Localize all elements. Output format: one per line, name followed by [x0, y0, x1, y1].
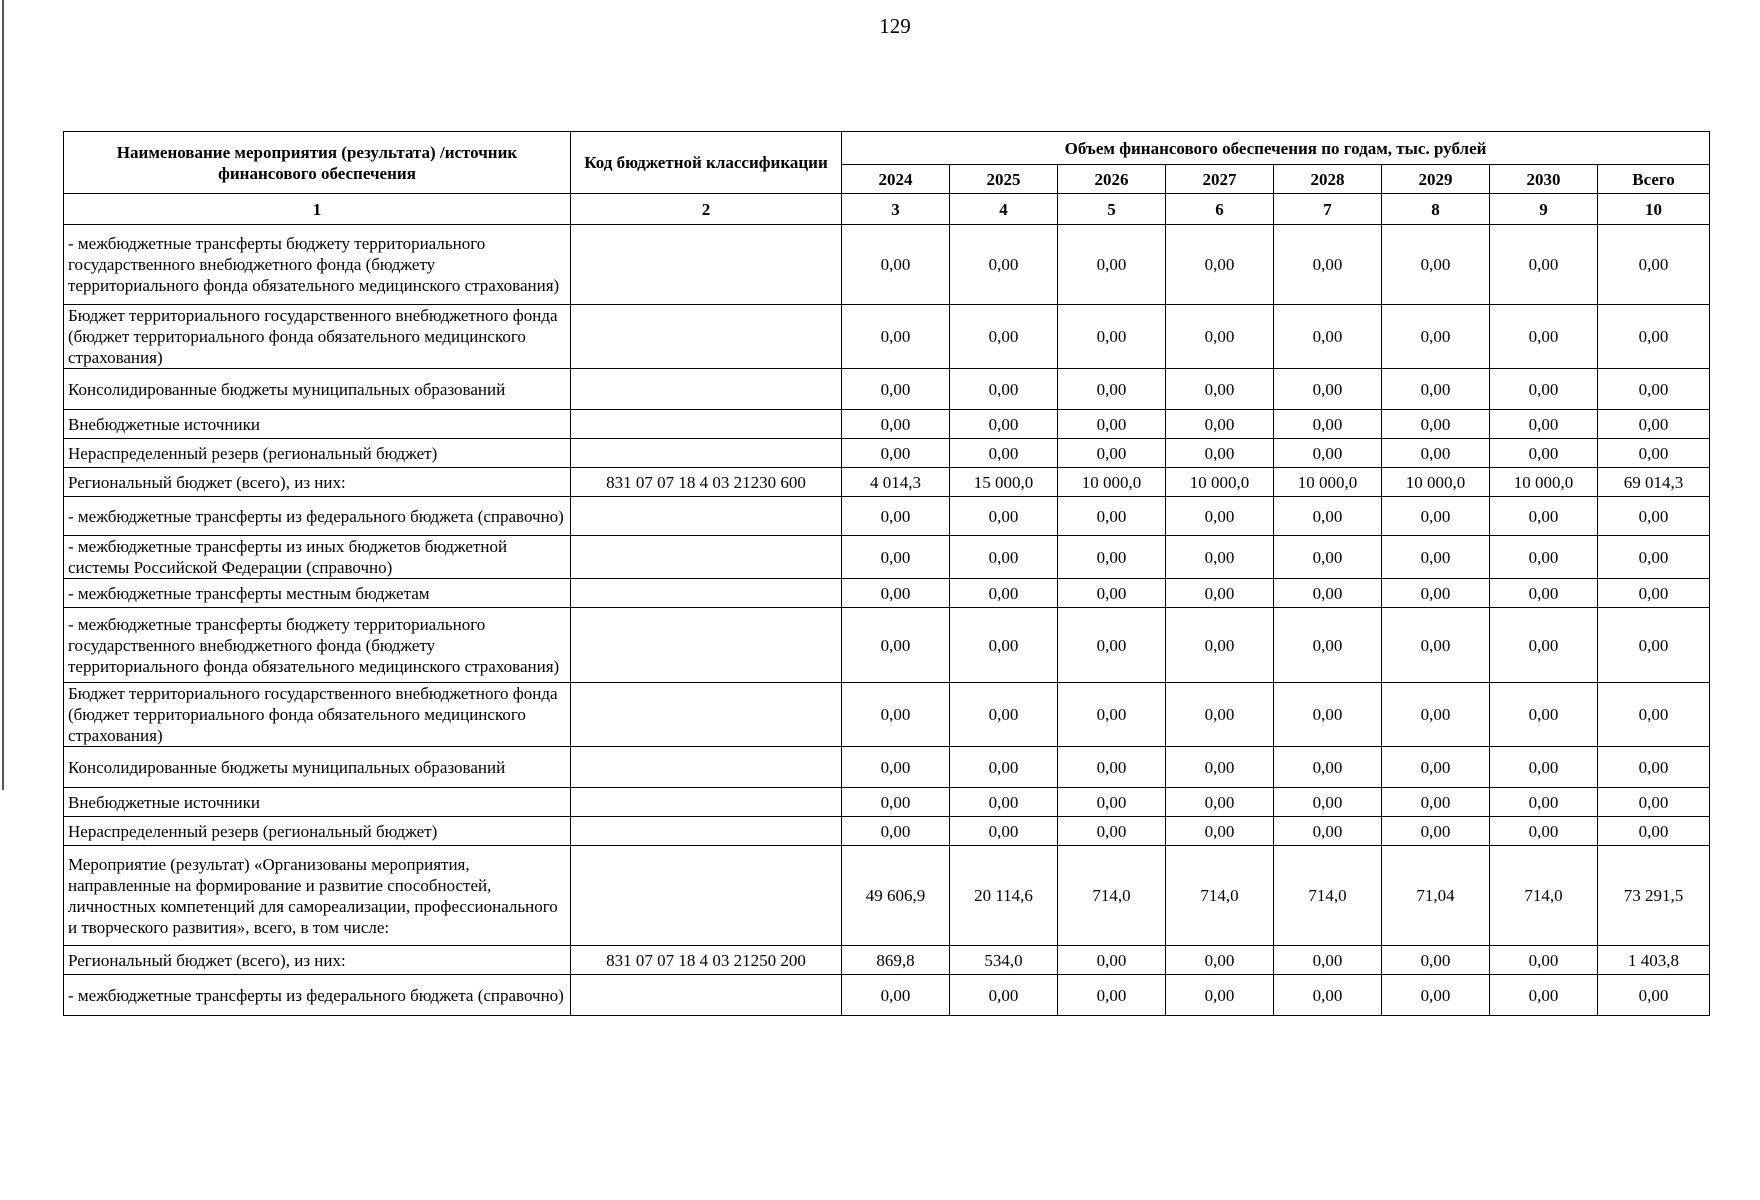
row-value-2028: 0,00 [1274, 536, 1382, 579]
row-value-всего: 0,00 [1598, 608, 1710, 683]
row-value-всего: 0,00 [1598, 305, 1710, 369]
row-budget-code [571, 817, 842, 846]
row-value-всего: 0,00 [1598, 225, 1710, 305]
row-value-2030: 0,00 [1490, 817, 1598, 846]
header-year-2024: 2024 [842, 165, 950, 194]
row-value-2029: 0,00 [1382, 788, 1490, 817]
table-row [64, 369, 1710, 410]
row-value-всего: 0,00 [1598, 817, 1710, 846]
row-value-2026: 0,00 [1058, 747, 1166, 788]
row-value-2029: 0,00 [1382, 410, 1490, 439]
header-year-2028: 2028 [1274, 165, 1382, 194]
row-name: Бюджет территориального государственного внебюджетного фонда (бюджет территориального фонда обязательного медицинского страхования) [64, 305, 571, 369]
row-value-2024: 0,00 [842, 683, 950, 747]
row-value-2028: 0,00 [1274, 497, 1382, 536]
row-value-2025: 0,00 [950, 369, 1058, 410]
row-value-2025: 0,00 [950, 225, 1058, 305]
row-value-всего: 0,00 [1598, 410, 1710, 439]
row-value-2027: 10 000,0 [1166, 468, 1274, 497]
financing-table [63, 131, 1710, 1016]
page-number: 129 [879, 14, 911, 38]
header-volume-group: Объем финансового обеспечения по годам, тыс. рублей [842, 132, 1710, 165]
row-value-2025: 15 000,0 [950, 468, 1058, 497]
row-value-2029: 71,04 [1382, 846, 1490, 946]
header-column-number: 8 [1382, 194, 1490, 225]
row-value-2025: 0,00 [950, 497, 1058, 536]
row-name: Внебюджетные источники [64, 788, 571, 817]
row-value-2027: 0,00 [1166, 225, 1274, 305]
row-budget-code [571, 225, 842, 305]
row-value-2029: 0,00 [1382, 975, 1490, 1016]
table-row [64, 788, 1710, 817]
header-name-column: Наименование мероприятия (результата) /источник финансового обеспечения [64, 132, 571, 194]
header-year-2029: 2029 [1382, 165, 1490, 194]
row-value-2030: 0,00 [1490, 225, 1598, 305]
row-value-2027: 0,00 [1166, 305, 1274, 369]
row-budget-code [571, 536, 842, 579]
header-year-2027: 2027 [1166, 165, 1274, 194]
row-value-2025: 0,00 [950, 747, 1058, 788]
row-name: Региональный бюджет (всего), из них: [64, 946, 571, 975]
row-value-2028: 0,00 [1274, 410, 1382, 439]
row-value-2027: 0,00 [1166, 410, 1274, 439]
row-value-всего: 0,00 [1598, 747, 1710, 788]
row-value-2029: 0,00 [1382, 536, 1490, 579]
row-value-2030: 0,00 [1490, 305, 1598, 369]
header-code-column: Код бюджетной классификации [571, 132, 842, 194]
row-name: Нераспределенный резерв (региональный бюджет) [64, 817, 571, 846]
table-row [64, 946, 1710, 975]
row-budget-code [571, 497, 842, 536]
row-value-всего: 0,00 [1598, 439, 1710, 468]
row-value-2028: 0,00 [1274, 946, 1382, 975]
row-value-2025: 0,00 [950, 608, 1058, 683]
row-value-2027: 0,00 [1166, 369, 1274, 410]
row-value-2027: 0,00 [1166, 579, 1274, 608]
row-name: - межбюджетные трансферты из иных бюджетов бюджетной системы Российской Федерации (справочно) [64, 536, 571, 579]
row-value-2025: 0,00 [950, 788, 1058, 817]
table-row [64, 975, 1710, 1016]
row-value-всего: 0,00 [1598, 975, 1710, 1016]
row-value-2027: 0,00 [1166, 975, 1274, 1016]
row-value-2024: 0,00 [842, 497, 950, 536]
row-value-2029: 0,00 [1382, 608, 1490, 683]
row-value-2029: 0,00 [1382, 747, 1490, 788]
row-value-2030: 0,00 [1490, 975, 1598, 1016]
row-name: Бюджет территориального государственного внебюджетного фонда (бюджет территориального фонда обязательного медицинского страхования) [64, 683, 571, 747]
row-value-2029: 10 000,0 [1382, 468, 1490, 497]
row-value-2030: 0,00 [1490, 369, 1598, 410]
row-value-2027: 714,0 [1166, 846, 1274, 946]
row-value-2026: 0,00 [1058, 975, 1166, 1016]
row-value-2029: 0,00 [1382, 817, 1490, 846]
header-column-number: 10 [1598, 194, 1710, 225]
table-row [64, 817, 1710, 846]
table-row [64, 410, 1710, 439]
row-value-2025: 0,00 [950, 439, 1058, 468]
row-name: - межбюджетные трансферты из федерального бюджета (справочно) [64, 975, 571, 1016]
row-value-всего: 0,00 [1598, 536, 1710, 579]
row-value-2026: 0,00 [1058, 608, 1166, 683]
row-name: Консолидированные бюджеты муниципальных образований [64, 369, 571, 410]
header-year-total: Всего [1598, 165, 1710, 194]
row-budget-code [571, 846, 842, 946]
row-value-2027: 0,00 [1166, 817, 1274, 846]
row-value-2024: 0,00 [842, 439, 950, 468]
row-value-всего: 0,00 [1598, 788, 1710, 817]
row-value-всего: 73 291,5 [1598, 846, 1710, 946]
row-value-2024: 4 014,3 [842, 468, 950, 497]
scan-edge-line [2, 0, 4, 790]
row-value-2030: 0,00 [1490, 946, 1598, 975]
table-row [64, 497, 1710, 536]
table-row [64, 468, 1710, 497]
row-value-2029: 0,00 [1382, 946, 1490, 975]
row-value-2027: 0,00 [1166, 608, 1274, 683]
row-value-всего: 0,00 [1598, 497, 1710, 536]
row-value-2025: 534,0 [950, 946, 1058, 975]
row-value-2029: 0,00 [1382, 369, 1490, 410]
row-value-2026: 0,00 [1058, 439, 1166, 468]
row-budget-code: 831 07 07 18 4 03 21250 200 [571, 946, 842, 975]
row-value-2030: 0,00 [1490, 747, 1598, 788]
row-name: - межбюджетные трансферты бюджету территориального государственного внебюджетного фонда (бюджету территориального фонда обязательного медицинского страхования) [64, 225, 571, 305]
table-row [64, 608, 1710, 683]
row-name: Региональный бюджет (всего), из них: [64, 468, 571, 497]
table-row [64, 305, 1710, 369]
row-budget-code [571, 579, 842, 608]
table-row [64, 225, 1710, 305]
row-value-2028: 0,00 [1274, 608, 1382, 683]
header-column-number: 3 [842, 194, 950, 225]
row-value-2028: 0,00 [1274, 817, 1382, 846]
row-value-2025: 20 114,6 [950, 846, 1058, 946]
row-value-2030: 0,00 [1490, 439, 1598, 468]
header-column-numbers-row [64, 194, 1710, 225]
header-column-number: 4 [950, 194, 1058, 225]
row-value-2029: 0,00 [1382, 497, 1490, 536]
table-row [64, 439, 1710, 468]
header-column-number: 7 [1274, 194, 1382, 225]
row-name: Мероприятие (результат) «Организованы мероприятия, направленные на формирование и развитие способностей, личностных компетенций для самореализации, профессионального и творческого развития», всего, в том числе: [64, 846, 571, 946]
row-name: Внебюджетные источники [64, 410, 571, 439]
row-value-2026: 714,0 [1058, 846, 1166, 946]
row-value-2027: 0,00 [1166, 683, 1274, 747]
row-name: - межбюджетные трансферты бюджету территориального государственного внебюджетного фонда (бюджету территориального фонда обязательного медицинского страхования) [64, 608, 571, 683]
header-year-2026: 2026 [1058, 165, 1166, 194]
header-column-number: 5 [1058, 194, 1166, 225]
table-row [64, 536, 1710, 579]
row-value-2024: 0,00 [842, 536, 950, 579]
row-value-2026: 0,00 [1058, 225, 1166, 305]
row-value-2030: 0,00 [1490, 788, 1598, 817]
row-value-2030: 0,00 [1490, 536, 1598, 579]
row-value-2029: 0,00 [1382, 439, 1490, 468]
row-value-2030: 714,0 [1490, 846, 1598, 946]
row-value-2025: 0,00 [950, 410, 1058, 439]
row-budget-code [571, 683, 842, 747]
row-budget-code [571, 439, 842, 468]
table-row [64, 747, 1710, 788]
row-value-всего: 0,00 [1598, 369, 1710, 410]
row-budget-code: 831 07 07 18 4 03 21230 600 [571, 468, 842, 497]
row-value-2024: 0,00 [842, 579, 950, 608]
row-value-2028: 0,00 [1274, 579, 1382, 608]
row-value-2028: 10 000,0 [1274, 468, 1382, 497]
row-name: Нераспределенный резерв (региональный бюджет) [64, 439, 571, 468]
row-value-2025: 0,00 [950, 975, 1058, 1016]
header-column-number: 9 [1490, 194, 1598, 225]
table-row [64, 846, 1710, 946]
row-value-2027: 0,00 [1166, 439, 1274, 468]
row-value-2025: 0,00 [950, 536, 1058, 579]
header-year-2030: 2030 [1490, 165, 1598, 194]
row-value-2025: 0,00 [950, 817, 1058, 846]
row-value-2028: 0,00 [1274, 683, 1382, 747]
row-value-2026: 10 000,0 [1058, 468, 1166, 497]
row-value-2028: 0,00 [1274, 747, 1382, 788]
row-value-2030: 0,00 [1490, 608, 1598, 683]
row-value-2026: 0,00 [1058, 788, 1166, 817]
row-value-2030: 10 000,0 [1490, 468, 1598, 497]
row-value-2026: 0,00 [1058, 579, 1166, 608]
row-value-2029: 0,00 [1382, 305, 1490, 369]
row-name: - межбюджетные трансферты местным бюджетам [64, 579, 571, 608]
row-budget-code [571, 410, 842, 439]
row-value-2026: 0,00 [1058, 497, 1166, 536]
row-value-2028: 714,0 [1274, 846, 1382, 946]
row-value-2024: 49 606,9 [842, 846, 950, 946]
row-value-2026: 0,00 [1058, 683, 1166, 747]
row-value-2024: 0,00 [842, 817, 950, 846]
row-value-2024: 0,00 [842, 747, 950, 788]
row-budget-code [571, 608, 842, 683]
row-value-2029: 0,00 [1382, 683, 1490, 747]
row-value-2029: 0,00 [1382, 579, 1490, 608]
row-value-2028: 0,00 [1274, 369, 1382, 410]
header-year-2025: 2025 [950, 165, 1058, 194]
row-value-2024: 0,00 [842, 410, 950, 439]
row-value-всего: 0,00 [1598, 579, 1710, 608]
row-value-2024: 869,8 [842, 946, 950, 975]
row-value-2025: 0,00 [950, 305, 1058, 369]
row-value-2026: 0,00 [1058, 410, 1166, 439]
row-value-2024: 0,00 [842, 788, 950, 817]
header-column-number: 6 [1166, 194, 1274, 225]
row-value-всего: 69 014,3 [1598, 468, 1710, 497]
table-body [64, 225, 1710, 1016]
row-value-2025: 0,00 [950, 579, 1058, 608]
row-value-2028: 0,00 [1274, 439, 1382, 468]
row-value-2027: 0,00 [1166, 536, 1274, 579]
row-value-2030: 0,00 [1490, 497, 1598, 536]
row-value-2026: 0,00 [1058, 536, 1166, 579]
row-value-2027: 0,00 [1166, 788, 1274, 817]
row-value-2026: 0,00 [1058, 369, 1166, 410]
table-row [64, 579, 1710, 608]
row-value-2028: 0,00 [1274, 788, 1382, 817]
row-budget-code [571, 305, 842, 369]
row-budget-code [571, 369, 842, 410]
row-value-2026: 0,00 [1058, 946, 1166, 975]
row-value-2024: 0,00 [842, 369, 950, 410]
row-value-2026: 0,00 [1058, 305, 1166, 369]
row-value-2030: 0,00 [1490, 683, 1598, 747]
header-column-number: 1 [64, 194, 571, 225]
row-value-2024: 0,00 [842, 975, 950, 1016]
header-column-number: 2 [571, 194, 842, 225]
row-name: - межбюджетные трансферты из федерального бюджета (справочно) [64, 497, 571, 536]
row-name: Консолидированные бюджеты муниципальных образований [64, 747, 571, 788]
row-value-2028: 0,00 [1274, 305, 1382, 369]
row-value-2030: 0,00 [1490, 410, 1598, 439]
row-budget-code [571, 747, 842, 788]
row-value-2026: 0,00 [1058, 817, 1166, 846]
row-value-2029: 0,00 [1382, 225, 1490, 305]
row-value-2024: 0,00 [842, 608, 950, 683]
row-value-2025: 0,00 [950, 683, 1058, 747]
row-value-всего: 1 403,8 [1598, 946, 1710, 975]
row-value-2027: 0,00 [1166, 497, 1274, 536]
row-value-2030: 0,00 [1490, 579, 1598, 608]
row-value-2028: 0,00 [1274, 975, 1382, 1016]
row-budget-code [571, 975, 842, 1016]
row-value-всего: 0,00 [1598, 683, 1710, 747]
row-budget-code [571, 788, 842, 817]
row-value-2027: 0,00 [1166, 747, 1274, 788]
row-value-2027: 0,00 [1166, 946, 1274, 975]
row-value-2028: 0,00 [1274, 225, 1382, 305]
row-value-2024: 0,00 [842, 225, 950, 305]
table-row [64, 683, 1710, 747]
row-value-2024: 0,00 [842, 305, 950, 369]
